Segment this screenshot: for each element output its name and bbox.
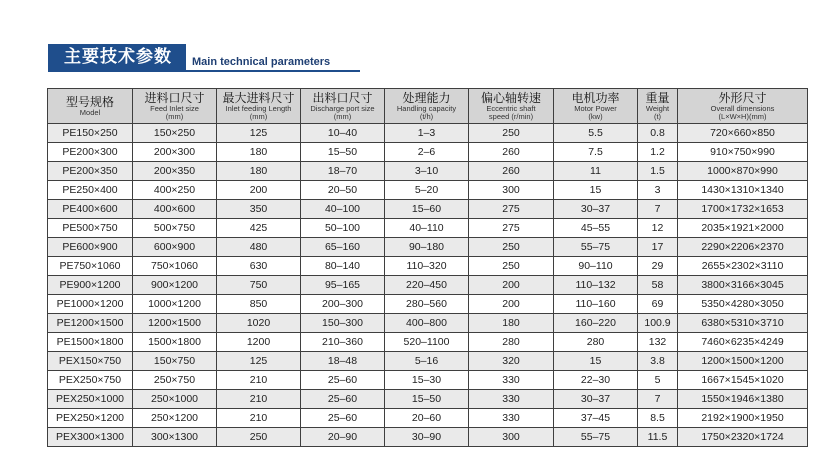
table-cell: 280 [554, 333, 638, 352]
column-header-cn: 出料口尺寸 [312, 90, 373, 105]
table-cell: 5 [638, 371, 678, 390]
table-cell: 720×660×850 [678, 124, 808, 143]
table-row [48, 219, 808, 238]
table-row [48, 124, 808, 143]
table-cell: 12 [638, 219, 678, 238]
table-cell: 18–48 [301, 352, 385, 371]
table-cell: 260 [469, 143, 554, 162]
table-cell: 7.5 [554, 143, 638, 162]
column-header-unit: (mm) [165, 112, 184, 121]
table-cell: 7 [638, 200, 678, 219]
table-cell: 425 [217, 219, 301, 238]
table-cell: 8.5 [638, 409, 678, 428]
table-cell: 55–75 [554, 238, 638, 257]
table-cell: 50–100 [301, 219, 385, 238]
table-cell: 1500×1800 [133, 333, 217, 352]
table-cell: 850 [217, 295, 301, 314]
table-cell: PEX250×1000 [48, 390, 133, 409]
table-cell: 200 [469, 295, 554, 314]
table-row [48, 333, 808, 352]
table-cell: 200×300 [133, 143, 217, 162]
column-header-en: Feed Inlet size [150, 103, 199, 113]
column-header-en: Eccentric shaft [486, 103, 536, 113]
table-cell: 300 [469, 428, 554, 447]
table-cell: 30–37 [554, 390, 638, 409]
table-cell: 20–50 [301, 181, 385, 200]
table-cell: 110–132 [554, 276, 638, 295]
table-row [48, 238, 808, 257]
table-cell: 400×600 [133, 200, 217, 219]
table-cell: 330 [469, 390, 554, 409]
table-cell: 275 [469, 219, 554, 238]
section-title-en: Main technical parameters [192, 56, 331, 68]
table-cell: PE900×1200 [48, 276, 133, 295]
table-cell: 320 [469, 352, 554, 371]
column-header-en: Model [79, 107, 101, 117]
table-cell: 6380×5310×3710 [678, 314, 808, 333]
table-cell: 5350×4280×3050 [678, 295, 808, 314]
table-row [48, 295, 808, 314]
table-cell: 17 [638, 238, 678, 257]
table-cell: 1.2 [638, 143, 678, 162]
table-cell: 2–6 [385, 143, 469, 162]
column-header-unit: (t/h) [419, 112, 434, 121]
column-header-en: Weight [645, 103, 670, 113]
table-cell: 69 [638, 295, 678, 314]
table-cell: PE1500×1800 [48, 333, 133, 352]
table-cell: 100.9 [638, 314, 678, 333]
table-cell: 95–165 [301, 276, 385, 295]
table-cell: 25–60 [301, 390, 385, 409]
table-cell: 200 [469, 276, 554, 295]
table-cell: 180 [217, 143, 301, 162]
table-row [48, 409, 808, 428]
table-cell: 2290×2206×2370 [678, 238, 808, 257]
table-cell: 10–40 [301, 124, 385, 143]
column-header-unit: speed (r/min) [488, 112, 534, 121]
table-cell: 300 [469, 181, 554, 200]
table-cell: 910×750×990 [678, 143, 808, 162]
table-cell: 65–160 [301, 238, 385, 257]
table-cell: 400×250 [133, 181, 217, 200]
table-cell: 1200×1500×1200 [678, 352, 808, 371]
table-cell: 220–450 [385, 276, 469, 295]
table-cell: 20–90 [301, 428, 385, 447]
table-cell: 3 [638, 181, 678, 200]
table-cell: 15 [554, 352, 638, 371]
table-cell: PEX250×750 [48, 371, 133, 390]
table-cell: 330 [469, 409, 554, 428]
table-cell: 80–140 [301, 257, 385, 276]
table-row [48, 390, 808, 409]
table-row [48, 371, 808, 390]
table-cell: PE150×250 [48, 124, 133, 143]
table-cell: 25–60 [301, 371, 385, 390]
table-cell: 210 [217, 371, 301, 390]
table-cell: 250 [469, 124, 554, 143]
table-cell: 15–50 [301, 143, 385, 162]
table-cell: 260 [469, 162, 554, 181]
table-cell: 200 [217, 181, 301, 200]
table-cell: 132 [638, 333, 678, 352]
table-cell: 22–30 [554, 371, 638, 390]
table-cell: PE250×400 [48, 181, 133, 200]
table-cell: PE1000×1200 [48, 295, 133, 314]
table-row [48, 181, 808, 200]
table-cell: 300×1300 [133, 428, 217, 447]
table-cell: 30–90 [385, 428, 469, 447]
table-cell: 1000×1200 [133, 295, 217, 314]
table-cell: 480 [217, 238, 301, 257]
table-cell: 45–55 [554, 219, 638, 238]
table-cell: 400–800 [385, 314, 469, 333]
column-header-en: Handling capacity [396, 103, 457, 113]
table-cell: PE1200×1500 [48, 314, 133, 333]
table-cell: 200–300 [301, 295, 385, 314]
table-cell: 520–1100 [385, 333, 469, 352]
table-cell: 210 [217, 409, 301, 428]
table-cell: 150×750 [133, 352, 217, 371]
table-cell: 1200 [217, 333, 301, 352]
table-cell: PE400×600 [48, 200, 133, 219]
table-cell: 3.8 [638, 352, 678, 371]
table-cell: PEX300×1300 [48, 428, 133, 447]
table-cell: 150×250 [133, 124, 217, 143]
column-header-en: Motor Power [574, 103, 617, 113]
table-row [48, 143, 808, 162]
table-row [48, 276, 808, 295]
table-cell: 15–60 [385, 200, 469, 219]
table-cell: 900×1200 [133, 276, 217, 295]
table-cell: 500×750 [133, 219, 217, 238]
table-cell: 1–3 [385, 124, 469, 143]
table-cell: 5–16 [385, 352, 469, 371]
table-cell: 55–75 [554, 428, 638, 447]
table-cell: 110–160 [554, 295, 638, 314]
heading-underline [48, 70, 360, 72]
table-cell: 2192×1900×1950 [678, 409, 808, 428]
column-header [678, 89, 808, 124]
table-cell: 20–60 [385, 409, 469, 428]
table-cell: PE200×350 [48, 162, 133, 181]
column-header-cn: 重量 [645, 90, 670, 105]
table-cell: 18–70 [301, 162, 385, 181]
table-cell: 280–560 [385, 295, 469, 314]
table-cell: 11 [554, 162, 638, 181]
table-cell: 7 [638, 390, 678, 409]
column-header [638, 89, 678, 124]
table-row [48, 428, 808, 447]
table-cell: 200×350 [133, 162, 217, 181]
column-header-cn: 偏心轴转速 [480, 90, 541, 105]
column-header-cn: 处理能力 [402, 90, 451, 105]
table-cell: 15 [554, 181, 638, 200]
table-cell: PEX250×1200 [48, 409, 133, 428]
table-cell: 125 [217, 352, 301, 371]
table-cell: 1667×1545×1020 [678, 371, 808, 390]
column-header [133, 89, 217, 124]
table-cell: PE500×750 [48, 219, 133, 238]
table-cell: PE750×1060 [48, 257, 133, 276]
column-header-cn: 进料口尺寸 [144, 90, 205, 105]
table-row [48, 162, 808, 181]
table-cell: 58 [638, 276, 678, 295]
table-cell: 250×750 [133, 371, 217, 390]
table-cell: 5.5 [554, 124, 638, 143]
table-cell: 150–300 [301, 314, 385, 333]
column-header-unit: (mm) [249, 112, 268, 121]
table-cell: 125 [217, 124, 301, 143]
table-cell: 1020 [217, 314, 301, 333]
table-cell: 15–30 [385, 371, 469, 390]
table-cell: 750×1060 [133, 257, 217, 276]
column-header-unit: (L×W×H)(mm) [718, 112, 767, 121]
column-header-cn: 型号规格 [65, 94, 114, 109]
table-header-row [48, 89, 808, 124]
table-cell: 600×900 [133, 238, 217, 257]
table-cell: 330 [469, 371, 554, 390]
table-cell: 250 [217, 428, 301, 447]
table-row [48, 352, 808, 371]
table-cell: 350 [217, 200, 301, 219]
table-cell: 3800×3166×3045 [678, 276, 808, 295]
column-header [217, 89, 301, 124]
table-cell: 5–20 [385, 181, 469, 200]
table-cell: PEX150×750 [48, 352, 133, 371]
table-cell: 15–50 [385, 390, 469, 409]
column-header [554, 89, 638, 124]
column-header-cn: 最大进料尺寸 [222, 90, 295, 105]
column-header-cn: 电机功率 [571, 90, 620, 105]
table-cell: 7460×6235×4249 [678, 333, 808, 352]
table-body [48, 124, 808, 447]
section-title-cn: 主要技术参数 [48, 44, 186, 70]
table-cell: 1700×1732×1653 [678, 200, 808, 219]
table-cell: 2655×2302×3110 [678, 257, 808, 276]
table-cell: 25–60 [301, 409, 385, 428]
table-cell: 29 [638, 257, 678, 276]
table-cell: 1430×1310×1340 [678, 181, 808, 200]
table-cell: 40–100 [301, 200, 385, 219]
table-cell: 250 [469, 238, 554, 257]
table-cell: 40–110 [385, 219, 469, 238]
table-cell: 0.8 [638, 124, 678, 143]
table-row [48, 257, 808, 276]
column-header-unit: (kw) [588, 112, 603, 121]
table-cell: 1200×1500 [133, 314, 217, 333]
table-cell: 750 [217, 276, 301, 295]
table-cell: 275 [469, 200, 554, 219]
column-header-en: Overall dimensions [710, 103, 775, 113]
table-cell: 1750×2320×1724 [678, 428, 808, 447]
column-header-en: Discharge port size [310, 103, 375, 113]
table-cell: 90–180 [385, 238, 469, 257]
table-cell: 3–10 [385, 162, 469, 181]
table-cell: 11.5 [638, 428, 678, 447]
table-cell: 250 [469, 257, 554, 276]
table-cell: PE200×300 [48, 143, 133, 162]
column-header-cn: 外形尺寸 [718, 90, 767, 105]
table-cell: 630 [217, 257, 301, 276]
column-header-unit: (t) [653, 112, 662, 121]
table-cell: 1000×870×990 [678, 162, 808, 181]
table-row [48, 314, 808, 333]
table-cell: 110–320 [385, 257, 469, 276]
table-cell: 1550×1946×1380 [678, 390, 808, 409]
column-header-en: Inlet feeding Length [225, 103, 292, 113]
table-cell: 90–110 [554, 257, 638, 276]
column-header [301, 89, 385, 124]
table-cell: 2035×1921×2000 [678, 219, 808, 238]
table-cell: 37–45 [554, 409, 638, 428]
table-cell: PE600×900 [48, 238, 133, 257]
table-cell: 210 [217, 390, 301, 409]
table-cell: 160–220 [554, 314, 638, 333]
table-cell: 1.5 [638, 162, 678, 181]
column-header-unit: (mm) [333, 112, 352, 121]
table-cell: 250×1000 [133, 390, 217, 409]
column-header [469, 89, 554, 124]
technical-parameters-table [47, 88, 808, 447]
table-cell: 180 [469, 314, 554, 333]
column-header [48, 89, 133, 124]
table-row [48, 200, 808, 219]
column-header [385, 89, 469, 124]
section-heading [48, 44, 330, 70]
table-cell: 250×1200 [133, 409, 217, 428]
table-cell: 210–360 [301, 333, 385, 352]
table-cell: 180 [217, 162, 301, 181]
table-cell: 280 [469, 333, 554, 352]
table-cell: 30–37 [554, 200, 638, 219]
